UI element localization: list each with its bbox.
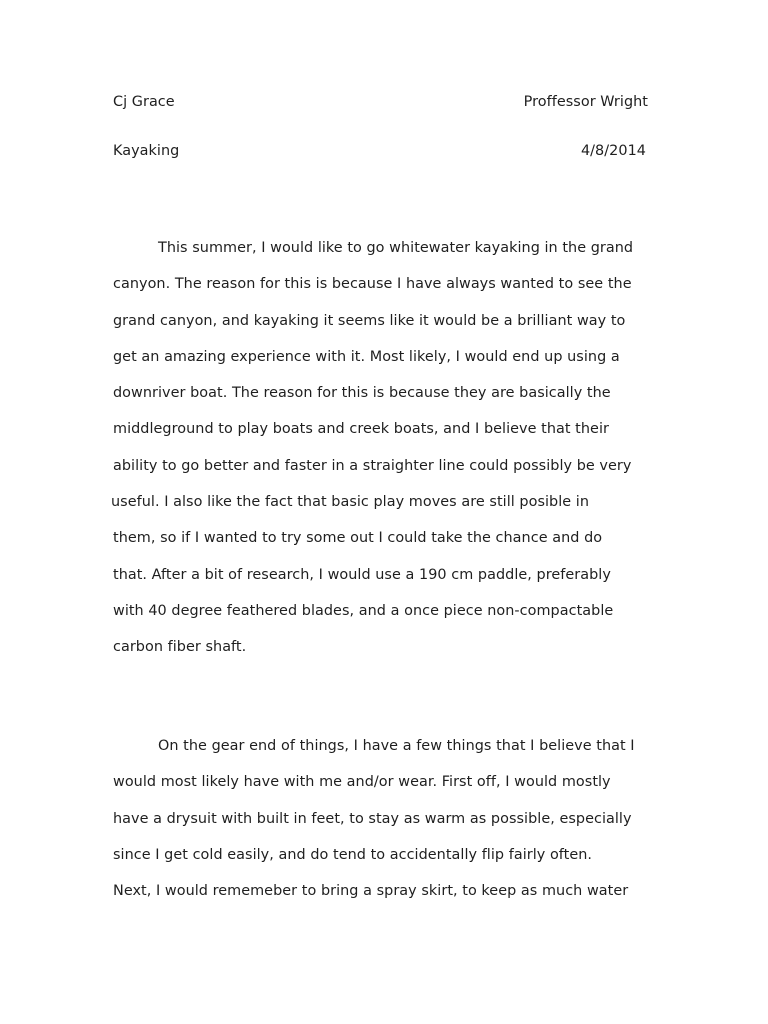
document-title: Kayaking bbox=[113, 143, 180, 159]
paragraph-line: carbon fiber shaft. bbox=[113, 639, 247, 656]
paragraph-line: useful. I also like the fact that basic play moves are still posible in bbox=[111, 494, 590, 511]
paragraph-line: would most likely have with me and/or wear. First off, I would mostly bbox=[113, 774, 611, 791]
paragraph-line: Next, I would rememeber to bring a spray skirt, to keep as much water bbox=[113, 883, 629, 900]
paragraph-line: get an amazing experience with it. Most likely, I would end up using a bbox=[113, 348, 620, 365]
paragraph-line: middleground to play boats and creek boats, and I believe that their bbox=[113, 421, 609, 438]
paragraph-line: them, so if I wanted to try some out I could take the chance and do bbox=[113, 530, 603, 547]
header-row-1 bbox=[113, 92, 648, 112]
paragraph-line: ability to go better and faster in a straighter line could possibly be very bbox=[113, 457, 632, 474]
paragraph-1 bbox=[113, 238, 658, 674]
document-date: 4/8/2014 bbox=[580, 143, 646, 159]
header-row-2 bbox=[113, 141, 648, 161]
paragraph-line: that. After a bit of research, I would use a 190 cm paddle, preferably bbox=[113, 566, 611, 583]
paragraph-line: downriver boat. The reason for this is because they are basically the bbox=[113, 385, 611, 402]
instructor-name: Proffessor Wright bbox=[523, 94, 648, 110]
paragraph-line: grand canyon, and kayaking it seems like it would be a brilliant way to bbox=[113, 312, 626, 329]
paragraph-2 bbox=[113, 736, 658, 917]
paragraph-line: have a drysuit with built in feet, to stay as warm as possible, especially bbox=[113, 810, 632, 827]
paragraph-line: since I get cold easily, and do tend to accidentally flip fairly often. bbox=[113, 846, 593, 863]
author-name: Cj Grace bbox=[113, 94, 175, 110]
paragraph-line: canyon. The reason for this is because I have always wanted to see the bbox=[113, 276, 632, 293]
paragraph-line: This summer, I would like to go whitewater kayaking in the grand bbox=[158, 240, 634, 256]
paragraph-line: with 40 degree feathered blades, and a once piece non-compactable bbox=[113, 602, 614, 619]
paragraph-line: On the gear end of things, I have a few things that I believe that I bbox=[158, 738, 635, 754]
